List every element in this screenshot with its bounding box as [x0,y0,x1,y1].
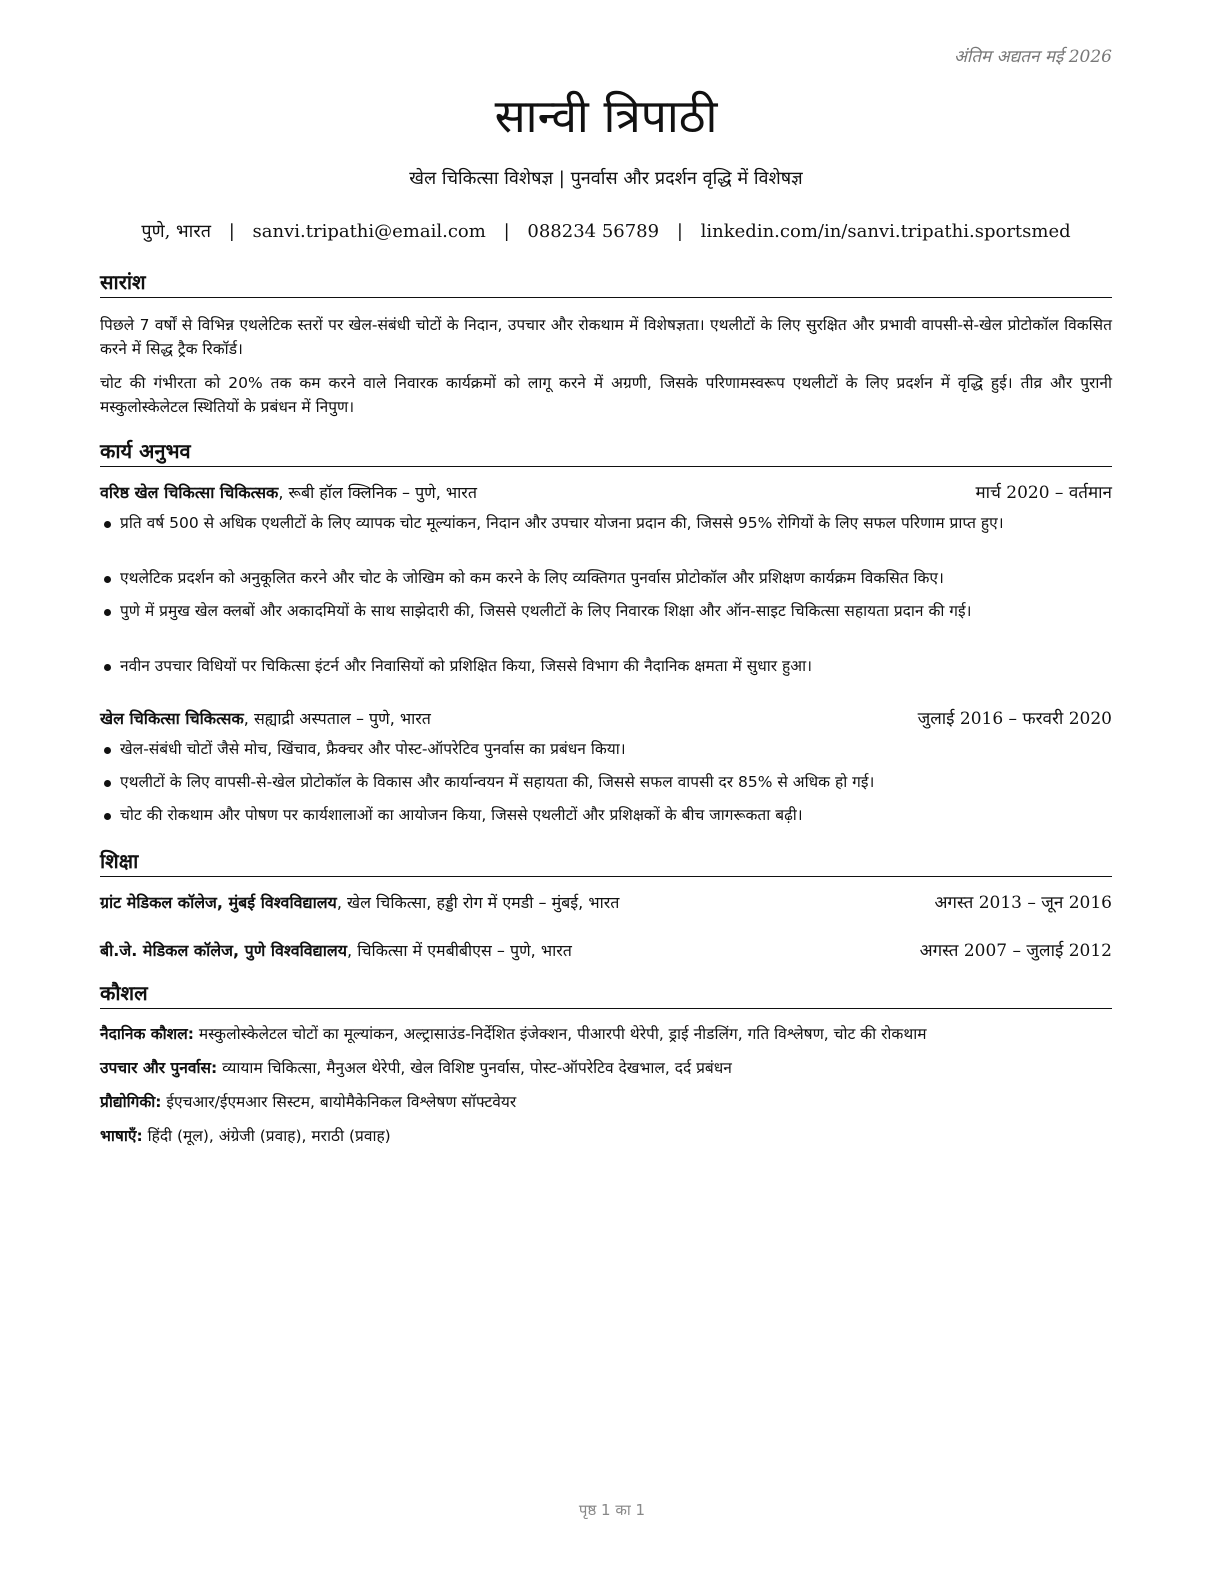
job-role: वरिष्ठ खेल चिकित्सा चिकित्सक [100,483,279,502]
education-item [100,891,1112,915]
section-title-skills: कौशल [100,979,1112,1009]
section-title-summary: सारांश [100,268,1112,298]
skill-value: मस्कुलोस्केलेटल चोटों का मूल्यांकन, अल्ट्रासाउंड-निर्देशित इंजेक्शन, पीआरपी थेरेपी, ड्राई नीडलिंग, गति विश्लेषण, चोट की रोकथाम [193,1025,927,1043]
candidate-name: सान्वी त्रिपाठी [494,89,718,143]
candidate-tagline: खेल चिकित्सा विशेषज्ञ | पुनर्वास और प्रदर्शन वृद्धि में विशेषज्ञ [409,168,803,189]
skill-row [100,1056,1112,1080]
skill-value: व्यायाम चिकित्सा, मैनुअल थेरेपी, खेल विशिष्ट पुनर्वास, पोस्ट-ऑपरेटिव देखभाल, दर्द प्रबंधन [217,1059,732,1077]
section-title-experience: कार्य अनुभव [100,437,1112,467]
education-dates: अगस्त 2007 – जुलाई 2012 [919,941,1112,961]
page-number: पृष्ठ 1 का 1 [578,1501,646,1519]
skill-label: नैदानिक कौशल: [100,1025,194,1043]
job-organization: , सह्याद्री अस्पताल – पुणे, भारत [243,709,431,728]
education-item [100,939,1112,963]
contact-separator: | [676,221,683,242]
education-detail: , खेल चिकित्सा, हड्डी रोग में एमडी – मुंबई, भारत [336,893,620,912]
job-header [100,707,1112,731]
contact-separator: | [228,221,235,242]
summary-paragraph: पिछले 7 वर्षों से विभिन्न एथलेटिक स्तरों पर खेल-संबंधी चोटों के निदान, उपचार और रोकथाम में विशेषज्ञता। एथलीटों के लिए सुरक्षित और प्रभावी वापसी-से-खेल प्रोटोकॉल विकसित करने में सिद्ध ट्रैक रिकॉर्ड। [100,316,1112,358]
contact-line [100,219,1112,245]
education-detail: , चिकित्सा में एमबीबीएस – पुणे, भारत [347,941,572,960]
job-bullet: पुणे में प्रमुख खेल क्लबों और अकादमियों के साथ साझेदारी की, जिससे एथलीटों के लिए निवारक शिक्षा और ऑन-साइट चिकित्सा सहायता प्रदान की गई। [100,599,1112,623]
last-updated-date: अंतिम अद्यतन मई 2026 [953,47,1112,67]
skill-row [100,1022,1112,1046]
job-organization: , रूबी हॉल क्लिनिक – पुणे, भारत [278,483,477,502]
job-header [100,481,1112,505]
job-bullet: चोट की रोकथाम और पोषण पर कार्यशालाओं का आयोजन किया, जिससे एथलीटों और प्रशिक्षकों के बीच जागरूकता बढ़ी। [100,803,1112,827]
skill-label: भाषाएँ: [100,1127,143,1145]
contact-phone: 088234 56789 [527,221,660,242]
section-title-education: शिक्षा [100,847,1112,877]
contact-separator: | [503,221,510,242]
job-bullet: एथलेटिक प्रदर्शन को अनुकूलित करने और चोट के जोखिम को कम करने के लिए व्यक्तिगत पुनर्वास प्रोटोकॉल और प्रशिक्षण कार्यक्रम विकसित किए। [100,566,1112,590]
job-dates: मार्च 2020 – वर्तमान [975,483,1112,503]
education-institution: बी.जे. मेडिकल कॉलेज, पुणे विश्वविद्यालय [100,941,348,960]
contact-linkedin[interactable]: linkedin.com/in/sanvi.tripathi.sportsmed [700,221,1071,242]
education-dates: अगस्त 2013 – जून 2016 [934,893,1112,913]
skill-label: उपचार और पुनर्वास: [100,1059,218,1077]
skill-value: हिंदी (मूल), अंग्रेजी (प्रवाह), मराठी (प्रवाह) [142,1127,391,1145]
summary-paragraph: चोट की गंभीरता को 20% तक कम करने वाले निवारक कार्यक्रमों को लागू करने में अग्रणी, जिसके परिणामस्वरूप एथलीटों के लिए प्रदर्शन में वृद्धि हुई। तीव्र और पुरानी मस्कुलोस्केलेटल स्थितियों के प्रबंधन में निपुण। [100,374,1112,416]
contact-email[interactable]: sanvi.tripathi@email.com [252,221,486,242]
job-bullet: खेल-संबंधी चोटों जैसे मोच, खिंचाव, फ्रैक्चर और पोस्ट-ऑपरेटिव पुनर्वास का प्रबंधन किया। [100,737,1112,761]
job-bullet: एथलीटों के लिए वापसी-से-खेल प्रोटोकॉल के विकास और कार्यान्वयन में सहायता की, जिससे सफल वापसी दर 85% से अधिक हो गई। [100,770,1112,794]
skill-value: ईएचआर/ईएमआर सिस्टम, बायोमैकेनिकल विश्लेषण सॉफ्टवेयर [161,1093,517,1111]
skill-row [100,1124,1112,1148]
job-role: खेल चिकित्सा चिकित्सक [100,709,244,728]
education-institution: ग्रांट मेडिकल कॉलेज, मुंबई विश्वविद्यालय [100,893,337,912]
job-bullet: नवीन उपचार विधियों पर चिकित्सा इंटर्न और निवासियों को प्रशिक्षित किया, जिससे विभाग की नैदानिक क्षमता में सुधार हुआ। [100,654,1112,678]
skill-label: प्रौद्योगिकी: [100,1093,162,1111]
skill-row [100,1090,1112,1114]
contact-location: पुणे, भारत [141,221,211,242]
job-dates: जुलाई 2016 – फरवरी 2020 [917,709,1112,729]
job-bullet: प्रति वर्ष 500 से अधिक एथलीटों के लिए व्यापक चोट मूल्यांकन, निदान और उपचार योजना प्रदान की, जिससे 95% रोगियों के लिए सफल परिणाम प्राप्त हुए। [100,511,1112,535]
